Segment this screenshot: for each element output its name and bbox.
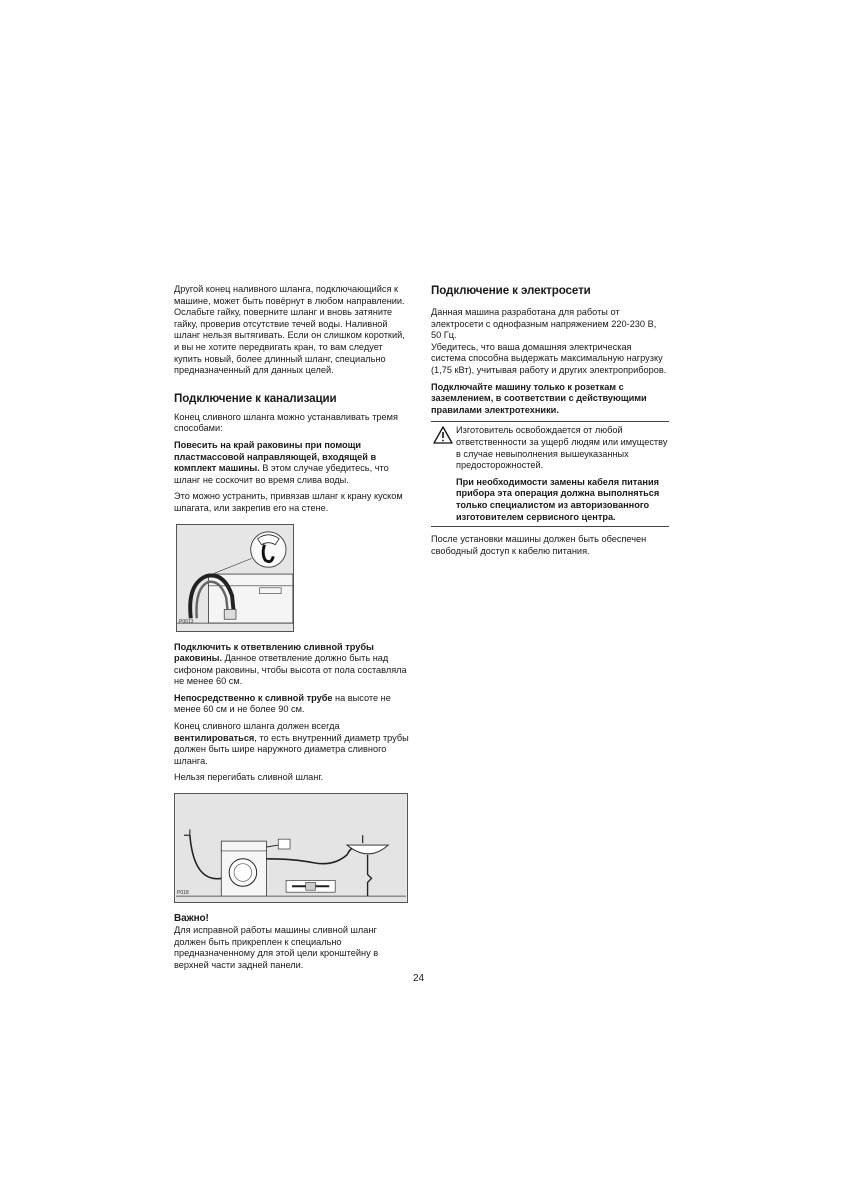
warning-triangle-icon [433, 426, 453, 444]
method1-rest: В этом случае убедитесь, что шланг не соскочит во время слива воды. [174, 463, 389, 485]
important-heading: Важно! [174, 913, 209, 925]
page-number: 24 [413, 973, 425, 984]
method2-rest: Данное ответвление должно быть над сифоном раковины, чтобы высота от пола составляла не менее 60 см. [174, 653, 407, 687]
method1-note: Это можно устранить, привязав шланг к крану куском шпагата, или закрепив его на стене. [174, 491, 403, 513]
left-column [174, 284, 410, 976]
method1-bold: Повесить на край раковины при помощи пластмассовой направляющей, входящей в комплект машины. [174, 439, 377, 474]
drain-heading: Подключение к канализации [174, 391, 337, 405]
no-bend-note: Нельзя перегибать сливной шланг. [174, 772, 324, 783]
method2-paragraph [174, 642, 410, 688]
sink-hook-drawing [177, 525, 293, 631]
warning-text-2: При необходимости замены кабеля питания прибора эта операция должна выполняться только специалистом из авторизованного изготовителем сервисного центра. [456, 476, 660, 522]
method3-rest: на высоте не менее 60 см и не более 90 см. [174, 692, 391, 715]
method2-bold: Подключить к ответвлению сливной трубы раковины. [174, 641, 374, 664]
warning-box [431, 421, 669, 527]
plumbing-drawing [175, 794, 407, 902]
vent-pre: Конец сливного шланга должен всегда [174, 721, 340, 732]
sink-hook-illustration [176, 524, 294, 632]
electric-p4: После установки машины должен быть обеспечен свободный доступ к кабелю питания. [431, 534, 647, 556]
vent-paragraph [174, 721, 410, 767]
right-column [431, 284, 669, 562]
plumbing-illustration [174, 793, 408, 903]
electric-p3-bold: Подключайте машину только к розеткам с заземлением, в соответствии с действующими правилами электротехники. [431, 381, 647, 415]
electric-p1: Данная машина разработана для работы от электросети с однофазным напряжением 220-230 В, 50 Гц. [431, 307, 657, 341]
method1-paragraph [174, 440, 410, 486]
fig2-code: P018 [177, 890, 189, 897]
method3-bold: Непосредственно к сливной трубе [174, 692, 333, 703]
intro-paragraph: Другой конец наливного шланга, подключающийся к машине, может быть повёрнут в любом направлении. Ослабьте гайку, поверните шланг и вновь затяните гайку, проверив отсутствие течей воды. Наливной шланг нельзя вытягивать. Если он слишком короткий, и вы не хотите передвигать кран, то вам следует купить новый, более длинный шланг, специально предназначенный для данных целей. [174, 284, 405, 376]
drain-intro: Конец сливного шланга можно устанавливать тремя способами: [174, 411, 398, 434]
fig1-code: P0013 [179, 618, 194, 625]
warning-text-1: Изготовитель освобождается от любой ответственности за ущерб людям или имуществу в случае невыполнения вышеуказанных предосторожностей. [456, 425, 668, 471]
vent-bold: вентилироваться [174, 732, 255, 743]
method3-paragraph [174, 693, 410, 716]
important-text: Для исправной работы машины сливной шланг должен быть прикреплен к специально предназначенному для этой цели кронштейну в верхней части задней панели. [174, 925, 379, 970]
electric-p2: Убедитесь, что ваша домашняя электрическая система способна выдержать максимальную нагрузку (1,75 кВт), учитывая работу и других электроприборов. [431, 341, 667, 375]
electric-heading: Подключение к электросети [431, 284, 591, 297]
vent-post: , то есть внутренний диаметр трубы должен быть шире наружного диаметра сливного шланга. [174, 732, 409, 766]
